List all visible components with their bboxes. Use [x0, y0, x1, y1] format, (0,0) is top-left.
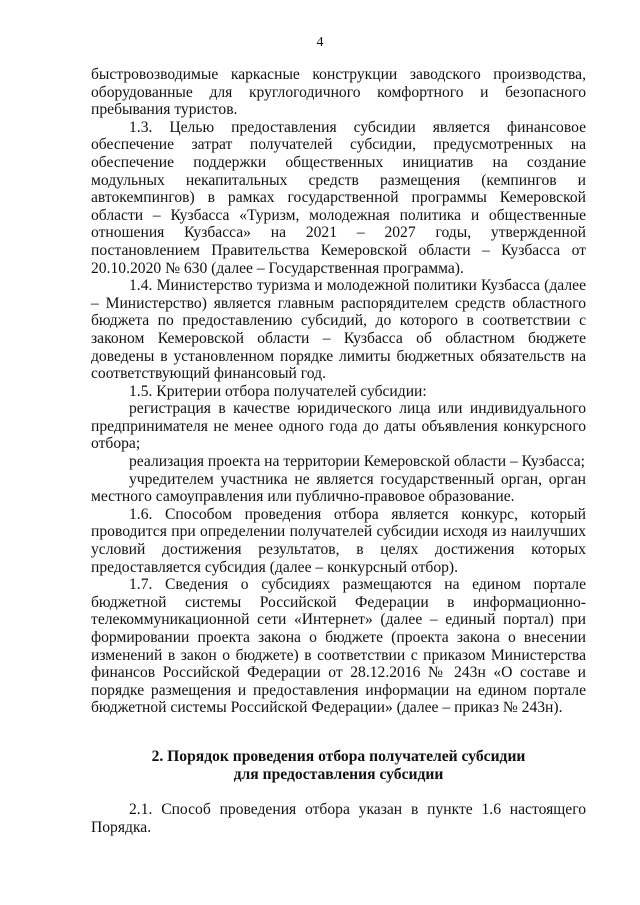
paragraph-continuation: быстровозводимые каркасные конструкции заводского производства, оборудованные для круглогодичного комфортного и безопасного пребывания туристов. — [91, 66, 586, 119]
page-number: 4 — [316, 35, 324, 50]
section-heading-line1: 2. Порядок проведения отбора получателей субсидии — [151, 747, 526, 765]
section-heading — [91, 748, 586, 783]
document-body — [91, 66, 586, 836]
section-heading-line2: для предоставления субсидии — [233, 765, 444, 783]
criteria-item-founder: учредителем участника не является государственный орган, орган местного самоуправления или публично-правовое образование. — [91, 470, 586, 506]
paragraph-1-3: 1.3. Целью предоставления субсидии является финансовое обеспечение затрат получателей субсидии, предусмотренных на обеспечение поддержки общественных инициатив на создание модульных некапитальных средств размещения (кемпингов и автокемпингов) в рамках государственной программы Кемеровской области – Кузбасса «Туризм, молодежная политика и общественные отношения Кузбасса» на 2021 – 2027 годы, утвержденной постановлением Правительства Кемеровской области – Кузбасса от 20.10.2020 № 630 (далее – Государственная программа). — [91, 118, 586, 277]
paragraph-1-4: 1.4. Министерство туризма и молодежной политики Кузбасса (далее – Министерство) является главным распорядителем средств областного бюджета по предоставлению субсидий, до которого в соответствии с законом Кемеровской области – Кузбасса об областном бюджете доведены в установленном порядке лимиты бюджетных обязательств на соответствующий финансовый год. — [91, 277, 586, 383]
criteria-item-territory: реализация проекта на территории Кемеровской области – Кузбасса; — [129, 453, 585, 471]
criteria-item-registration: регистрация в качестве юридического лица или индивидуального предпринимателя не менее одного года до даты объявления конкурсного отбора; — [91, 400, 586, 453]
paragraph-1-5: 1.5. Критерии отбора получателей субсидии: — [129, 382, 427, 400]
paragraph-2-1: 2.1. Способ проведения отбора указан в пункте 1.6 настоящего Порядка. — [91, 801, 586, 836]
paragraph-1-6: 1.6. Способом проведения отбора является конкурс, который проводится при определении получателей субсидии исходя из наилучших условий достижения результатов, в целях достижения которых предоставляется субсидия (далее – конкурсный отбор). — [91, 505, 586, 576]
paragraph-1-7: 1.7. Сведения о субсидиях размещаются на едином портале бюджетной системы Российской Федерации в информационно-телекоммуникационной сети «Интернет» (далее – единый портал) при формировании проекта закона о бюджете (проекта закона о внесении изменений в закон о бюджете) в соответствии с приказом Министерства финансов Российской Федерации от 28.12.2016 № 243н «О составе и порядке размещения и предоставления информации на едином портале бюджетной системы Российской Федерации» (далее – приказ № 243н). — [91, 576, 586, 717]
